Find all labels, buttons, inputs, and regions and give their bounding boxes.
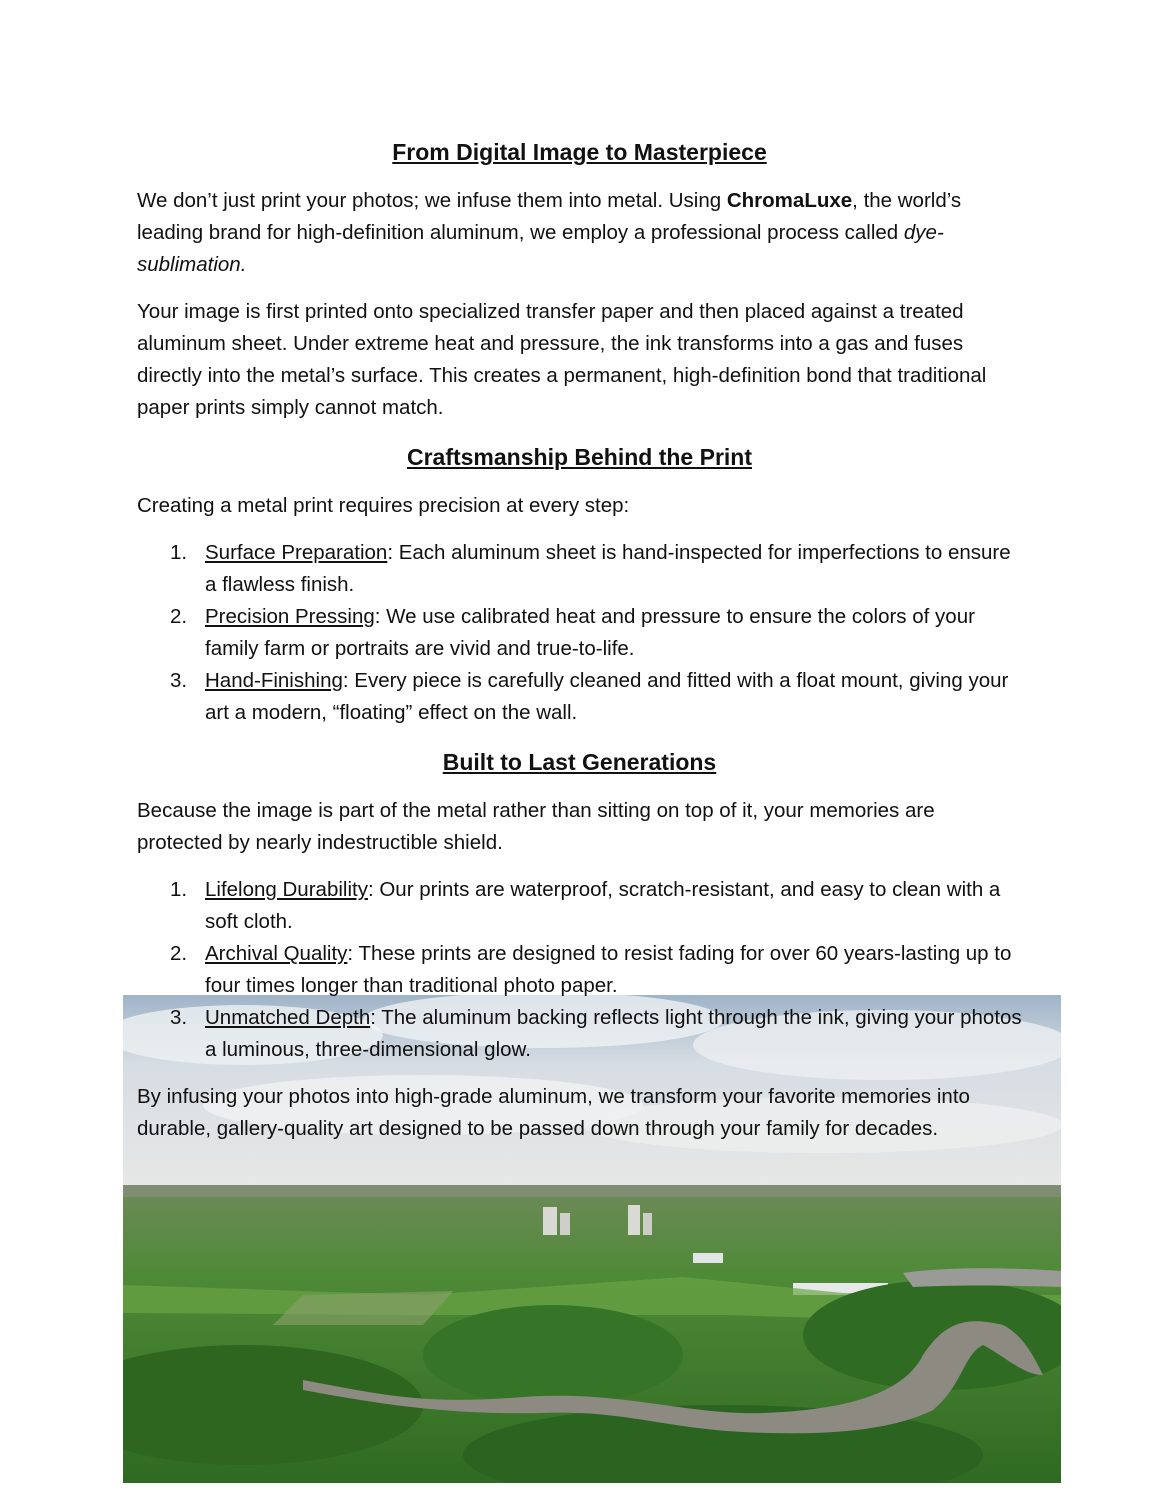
list-number: 1. <box>170 541 188 564</box>
section-title: From Digital Image to Masterpiece <box>392 139 767 165</box>
section-intro: Creating a metal print requires precision at every step: <box>137 494 630 517</box>
list-number: 3. <box>170 669 188 692</box>
document-content <box>137 135 1022 1145</box>
list-item <box>137 874 1022 938</box>
text-span: We don’t just print your photos; we infuse them into metal. Using <box>137 189 727 212</box>
list-term: Hand-Finishing <box>205 669 343 692</box>
section-title: Craftsmanship Behind the Print <box>406 444 753 470</box>
section-title: Built to Last Generations <box>442 749 717 775</box>
list-term: Lifelong Durability <box>205 878 368 901</box>
list-item <box>137 601 1022 665</box>
list-text: : These prints are designed to resist fading for over 60 years-lasting up to four times longer than traditional photo paper. <box>205 942 1012 997</box>
list-item <box>137 537 1022 601</box>
list-item <box>137 665 1022 729</box>
brand-name: ChromaLuxe <box>726 189 853 212</box>
list-text: : Each aluminum sheet is hand-inspected for imperfections to ensure a flawless finish. <box>205 541 1011 596</box>
list-item <box>137 938 1022 1002</box>
process-term: dye-sublimation. <box>137 221 944 276</box>
list-number: 3. <box>170 1006 188 1029</box>
list-term: Unmatched Depth <box>205 1006 371 1029</box>
intro-paragraph <box>137 185 1022 281</box>
list-text: : The aluminum backing reflects light through the ink, giving your photos a luminous, three-dimensional glow. <box>205 1006 1022 1061</box>
list-number: 2. <box>170 605 188 628</box>
list-term: Archival Quality <box>205 942 348 965</box>
list-text: : Every piece is carefully cleaned and fitted with a float mount, giving your art a modern, “floating” effect on the wall. <box>205 669 1009 724</box>
list-number: 2. <box>170 942 188 965</box>
list-item <box>137 1002 1022 1066</box>
section-intro: Because the image is part of the metal rather than sitting on top of it, your memories are protected by nearly indestructible shield. <box>137 799 935 854</box>
list-term: Precision Pressing <box>205 605 375 628</box>
text-span: , the world’s leading brand for high-definition aluminum, we employ a professional process called <box>137 189 962 244</box>
craftsmanship-list <box>137 537 1022 729</box>
list-text: : Our prints are waterproof, scratch-resistant, and easy to clean with a soft cloth. <box>205 878 1001 933</box>
durability-list <box>137 874 1022 1066</box>
list-text: : We use calibrated heat and pressure to ensure the colors of your family farm or portraits are vivid and true-to-life. <box>205 605 975 660</box>
list-number: 1. <box>170 878 188 901</box>
process-paragraph: Your image is first printed onto specialized transfer paper and then placed against a treated aluminum sheet. Under extreme heat and pressure, the ink transforms into a gas and fuses directly into the metal’s surface. This creates a permanent, high-definition bond that traditional paper prints simply cannot match. <box>137 300 987 419</box>
closing-paragraph: By infusing your photos into high-grade aluminum, we transform your favorite memories into durable, gallery-quality art designed to be passed down through your family for decades. <box>137 1085 970 1140</box>
list-term: Surface Preparation <box>205 541 388 564</box>
